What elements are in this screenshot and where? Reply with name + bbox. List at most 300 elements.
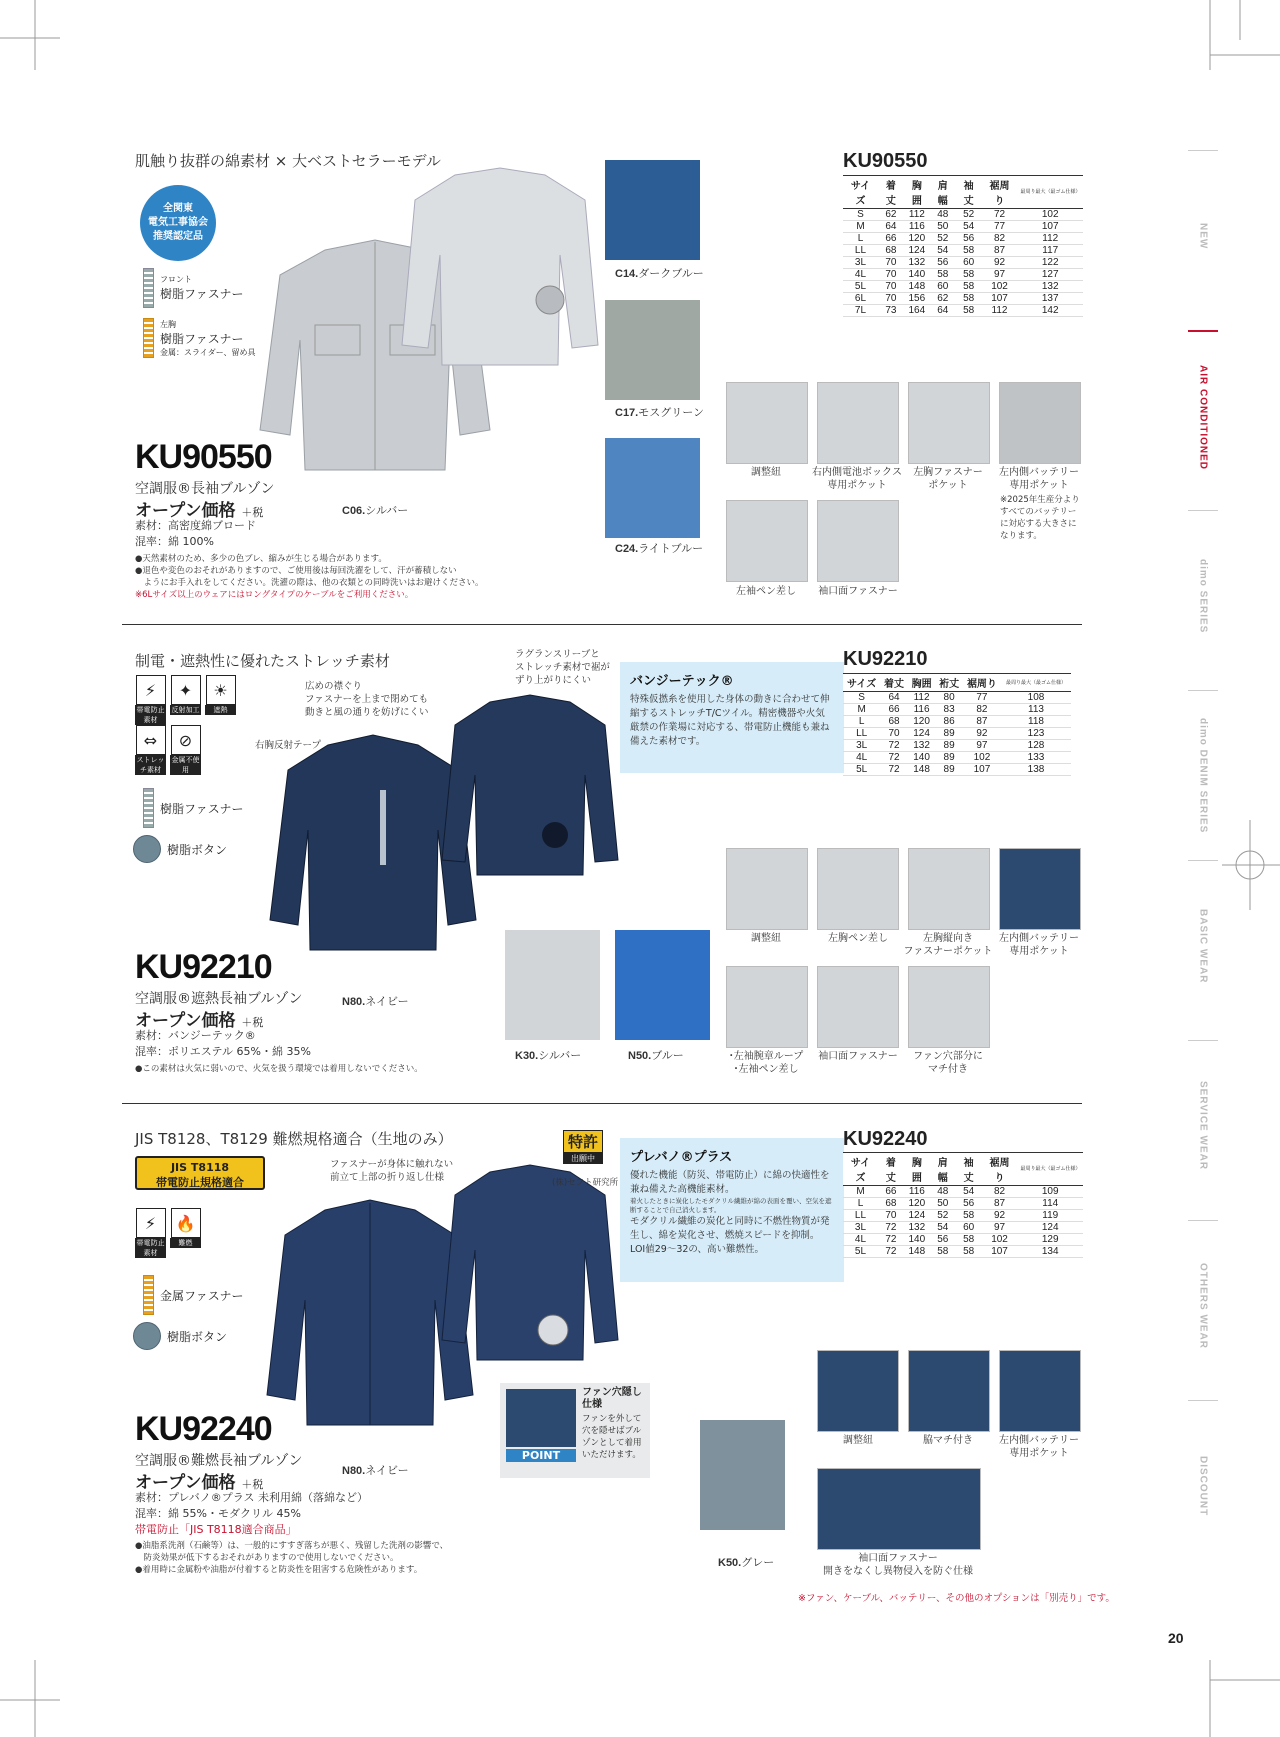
table-cell: 107 bbox=[982, 1246, 1018, 1258]
point-photo bbox=[506, 1389, 576, 1447]
detail-photo-chest-pocket bbox=[908, 382, 990, 464]
table-cell: 116 bbox=[904, 1186, 930, 1198]
callout-collar: 広めの襟ぐり ファスナーを上まで閉めても 動きと風の通りを妨げにくい bbox=[305, 681, 429, 718]
footer-note: ※ファン、ケーブル、バッテリー、その他のオプションは「別売り」です。 bbox=[798, 1593, 1115, 1604]
certification-badge: 全関東 電気工事協会 推奨認定品 bbox=[140, 185, 216, 261]
table-row bbox=[843, 752, 1071, 764]
detail-photo-adjust-cord bbox=[726, 848, 808, 930]
detail-label: 左内側バッテリー 専用ポケット bbox=[999, 467, 1079, 491]
side-nav-others-wear[interactable]: OTHERS WEAR bbox=[1188, 1220, 1218, 1391]
size-table-header: 着丈 bbox=[878, 1153, 904, 1186]
callout-zipper-fold: ファスナーが身体に触れない 前立て上部の折り返し仕様 bbox=[330, 1159, 454, 1183]
table-cell: 54 bbox=[930, 1222, 956, 1234]
size-table-header: サイズ bbox=[843, 1153, 878, 1186]
jacket-c14-darkblue bbox=[605, 160, 700, 260]
color-label-n50: N50.ブルー bbox=[628, 1049, 684, 1062]
size-table-header: サイズ bbox=[843, 176, 878, 209]
table-cell: 58 bbox=[930, 1246, 956, 1258]
table-cell: 52 bbox=[956, 209, 982, 221]
table-cell: 148 bbox=[904, 1246, 930, 1258]
table-cell: 89 bbox=[935, 728, 963, 740]
tagline-2: 制電・遮熱性に優れたストレッチ素材 bbox=[135, 652, 390, 670]
color-label-c17: C17.モスグリーン bbox=[615, 406, 705, 419]
table-cell: 5L bbox=[843, 1246, 878, 1258]
table-row bbox=[843, 281, 1083, 293]
detail-label: 調整紐 bbox=[843, 1435, 873, 1446]
jis-badge: JIS T8118 帯電防止規格適合 bbox=[135, 1156, 265, 1190]
detail-photo-battery-pocket bbox=[817, 382, 899, 464]
table-row bbox=[843, 209, 1083, 221]
table-cell: 124 bbox=[904, 1210, 930, 1222]
detail-photo-armband-loop bbox=[726, 966, 808, 1048]
table-cell: 87 bbox=[982, 1198, 1018, 1210]
jacket-back-navy-fr bbox=[440, 1160, 620, 1375]
size-table-header: 袖丈 bbox=[956, 1153, 982, 1186]
table-cell: 124 bbox=[904, 245, 930, 257]
jacket-n50-blue bbox=[615, 930, 710, 1040]
reflective-icon: ✦ bbox=[171, 675, 201, 705]
table-cell: LL bbox=[843, 728, 880, 740]
table-row bbox=[843, 1186, 1083, 1198]
feature-front-zipper: フロント 樹脂ファスナー bbox=[143, 268, 244, 308]
table-cell: 72 bbox=[880, 764, 908, 776]
model-number: KU92210 bbox=[135, 948, 272, 986]
table-cell: 92 bbox=[982, 1210, 1018, 1222]
size-table-header: 最周り最大（最ゴム仕様） bbox=[1017, 1153, 1083, 1186]
table-cell: 58 bbox=[956, 245, 982, 257]
detail-label: 袖口面ファスナー bbox=[818, 1051, 898, 1062]
feature-chest-zipper: 左胸 樹脂ファスナー 金属：スライダー、留め具 bbox=[143, 318, 255, 358]
table-cell: 68 bbox=[878, 245, 904, 257]
table-row bbox=[843, 1222, 1083, 1234]
button-icon bbox=[133, 1322, 161, 1350]
zipper-icon bbox=[143, 1275, 154, 1315]
care-notes: ●油脂系洗剤（石鹸等）は、一般的にすすぎ落ちが悪く、残留した洗剤の影響で、 防炎効果が低下するおそれがありますので使用しないでください。 ●着用時に金属粉や油脂が付着すると防炎性を阻害する危険性があります。 bbox=[135, 1541, 449, 1575]
zipper-icon bbox=[143, 318, 154, 358]
side-nav-discount[interactable]: DISCOUNT bbox=[1188, 1400, 1218, 1571]
table-cell: 54 bbox=[956, 221, 982, 233]
table-cell: 132 bbox=[908, 740, 936, 752]
table-row bbox=[843, 233, 1083, 245]
table-cell: 122 bbox=[1017, 257, 1083, 269]
table-cell: 97 bbox=[982, 1222, 1018, 1234]
size-table-1 bbox=[843, 175, 1083, 317]
table-cell: L bbox=[843, 716, 880, 728]
detail-photo-cuff bbox=[817, 500, 899, 582]
table-row bbox=[843, 1198, 1083, 1210]
size-table-header: 胸囲 bbox=[904, 1153, 930, 1186]
detail-label: ファン穴部分に マチ付き bbox=[913, 1051, 983, 1075]
feature-icons-row-2: ⇔ ストレッチ素材 ⊘ 金属不使用 bbox=[135, 725, 205, 775]
heat-shield-icon: ☀ bbox=[206, 675, 236, 705]
table-cell: 80 bbox=[935, 692, 963, 704]
table-row bbox=[843, 293, 1083, 305]
product-subtitle: 空調服®長袖ブルゾン bbox=[135, 481, 275, 497]
antistatic-icon: ⚡ bbox=[136, 675, 166, 705]
table-cell: 58 bbox=[956, 1246, 982, 1258]
table-cell: 119 bbox=[1017, 1210, 1083, 1222]
detail-label: 袖口面ファスナー 開きをなくし異物侵入を防ぐ仕様 bbox=[823, 1553, 973, 1577]
callout-sleeve: ラグランスリーブと ストレッチ素材で裾が ずり上がりにくい bbox=[515, 649, 610, 686]
detail-photo-inner-battery bbox=[999, 1350, 1081, 1432]
table-cell: 66 bbox=[880, 704, 908, 716]
size-table-header: 裄丈 bbox=[935, 674, 963, 692]
table-row bbox=[843, 1246, 1083, 1258]
detail-label: 袖口面ファスナー bbox=[818, 586, 898, 597]
table-cell: 132 bbox=[904, 1222, 930, 1234]
table-cell: 102 bbox=[982, 281, 1018, 293]
patent-owner: (株)セフト研究所 bbox=[552, 1178, 619, 1188]
table-cell: 123 bbox=[1001, 728, 1071, 740]
table-cell: 70 bbox=[878, 1210, 904, 1222]
size-table-header: 最周り最大（最ゴム仕様） bbox=[1001, 674, 1071, 692]
table-cell: 54 bbox=[930, 245, 956, 257]
table-cell: 118 bbox=[1001, 716, 1071, 728]
zipper-icon bbox=[143, 268, 154, 308]
material-info: 素材：バンジーテック® 混率：ポリエステル 65%・綿 35% bbox=[135, 1029, 311, 1058]
table-cell: 64 bbox=[878, 221, 904, 233]
table-cell: 58 bbox=[930, 269, 956, 281]
feature-resin-zipper: 樹脂ファスナー bbox=[143, 788, 244, 828]
table-cell: 52 bbox=[930, 233, 956, 245]
detail-label: 脇マチ付き bbox=[923, 1435, 973, 1446]
table-cell: S bbox=[843, 692, 880, 704]
page-number: 20 bbox=[1168, 1630, 1184, 1646]
table-cell: 148 bbox=[904, 281, 930, 293]
tagline-3: JIS T8128、T8129 難燃規格適合（生地のみ） bbox=[135, 1130, 453, 1148]
detail-note: ※2025年生産分より すべてのバッテリー に対応する大きさに なります。 bbox=[1000, 495, 1080, 541]
table-cell: 138 bbox=[1001, 764, 1071, 776]
color-label-n80: N80.ネイビー bbox=[342, 1464, 409, 1477]
color-label-k50: K50.グレー bbox=[718, 1556, 775, 1569]
table-cell: 58 bbox=[956, 281, 982, 293]
table-cell: 114 bbox=[1017, 1198, 1083, 1210]
table-cell: L bbox=[843, 1198, 878, 1210]
table-row bbox=[843, 305, 1083, 317]
table-cell: 97 bbox=[982, 269, 1018, 281]
jacket-c24-lightblue bbox=[605, 438, 700, 538]
table-cell: 113 bbox=[1001, 704, 1071, 716]
detail-photo-cuff bbox=[817, 1468, 981, 1550]
product-subtitle: 空調服®難燃長袖ブルゾン bbox=[135, 1453, 303, 1469]
table-cell: 56 bbox=[956, 1198, 982, 1210]
detail-label: 調整紐 bbox=[751, 467, 781, 478]
table-cell: 97 bbox=[963, 740, 1001, 752]
table-cell: 77 bbox=[982, 221, 1018, 233]
table-cell: 142 bbox=[1017, 305, 1083, 317]
table-cell: M bbox=[843, 1186, 878, 1198]
table-cell: 102 bbox=[982, 1234, 1018, 1246]
feature-resin-button: 樹脂ボタン bbox=[133, 835, 227, 863]
point-title: ファン穴隠し 仕様 bbox=[582, 1387, 642, 1410]
table-cell: 134 bbox=[1017, 1246, 1083, 1258]
table-cell: 72 bbox=[878, 1222, 904, 1234]
table-row bbox=[843, 269, 1083, 281]
color-label-c06: C06.シルバー bbox=[342, 504, 409, 517]
table-cell: 64 bbox=[930, 305, 956, 317]
model-number: KU92240 bbox=[135, 1410, 272, 1448]
detail-label: 左内側バッテリー 専用ポケット bbox=[999, 1435, 1079, 1459]
table-cell: 124 bbox=[1017, 1222, 1083, 1234]
jacket-back-silver bbox=[400, 160, 600, 380]
antistatic-icon: ⚡ bbox=[136, 1208, 166, 1238]
size-table-2 bbox=[843, 673, 1071, 776]
size-table-header: 胸囲 bbox=[904, 176, 930, 209]
tagline-1: 肌触り抜群の綿素材 × 大ベストセラーモデル bbox=[135, 152, 441, 170]
table-cell: 68 bbox=[878, 1198, 904, 1210]
detail-label: 左袖ペン差し bbox=[736, 586, 796, 597]
detail-label: 調整紐 bbox=[751, 933, 781, 944]
table-cell: 133 bbox=[1001, 752, 1071, 764]
size-table-title-2: KU92210 bbox=[843, 648, 928, 670]
table-cell: 112 bbox=[982, 305, 1018, 317]
table-cell: 3L bbox=[843, 1222, 878, 1234]
table-cell: 58 bbox=[956, 293, 982, 305]
table-cell: 72 bbox=[982, 209, 1018, 221]
size-table-header: 着丈 bbox=[880, 674, 908, 692]
table-cell: 140 bbox=[904, 269, 930, 281]
table-cell: 89 bbox=[935, 740, 963, 752]
table-cell: 120 bbox=[908, 716, 936, 728]
size-table-header: 肩幅 bbox=[930, 1153, 956, 1186]
side-nav-dimo-series[interactable]: dimo SERIES bbox=[1188, 510, 1218, 681]
table-cell: 107 bbox=[1017, 221, 1083, 233]
table-cell: 66 bbox=[878, 233, 904, 245]
zipper-icon bbox=[143, 788, 154, 828]
table-cell: 102 bbox=[1017, 209, 1083, 221]
size-table-header: 肩幅 bbox=[930, 176, 956, 209]
side-nav-dimo-denim[interactable]: dimo DENIM SERIES bbox=[1188, 690, 1218, 861]
table-cell: 70 bbox=[878, 293, 904, 305]
table-cell: 129 bbox=[1017, 1234, 1083, 1246]
table-cell: 58 bbox=[956, 1234, 982, 1246]
table-cell: S bbox=[843, 209, 878, 221]
detail-label: 左胸ファスナー ポケット bbox=[913, 467, 983, 491]
table-cell: 62 bbox=[930, 293, 956, 305]
table-cell: 64 bbox=[880, 692, 908, 704]
table-cell: 132 bbox=[904, 257, 930, 269]
size-table-header: 裾周り bbox=[982, 1153, 1018, 1186]
table-cell: 140 bbox=[908, 752, 936, 764]
table-cell: 70 bbox=[878, 257, 904, 269]
table-cell: 3L bbox=[843, 740, 880, 752]
detail-photo-fan-hole bbox=[908, 966, 990, 1048]
info-box-bungee-tech: バンジーテック® 特殊仮撚糸を使用した身体の動きに合わせて伸縮するストレッチT/Cツイル。精密機器や火気厳禁の作業場に対応する、帯電防止機能も兼ね備えた素材です。 bbox=[620, 662, 844, 773]
table-cell: 56 bbox=[956, 233, 982, 245]
point-label: POINT bbox=[506, 1449, 576, 1462]
table-cell: 58 bbox=[956, 305, 982, 317]
table-cell: 4L bbox=[843, 752, 880, 764]
table-row bbox=[843, 704, 1071, 716]
size-table-header: 裾周り bbox=[982, 176, 1018, 209]
table-row bbox=[843, 245, 1083, 257]
detail-label: 左胸縦向き ファスナーポケット bbox=[903, 933, 993, 957]
table-cell: 128 bbox=[1001, 740, 1071, 752]
table-cell: 72 bbox=[880, 752, 908, 764]
table-cell: 4L bbox=[843, 1234, 878, 1246]
table-row bbox=[843, 716, 1071, 728]
table-cell: 112 bbox=[1017, 233, 1083, 245]
size-table-header: 裾周り bbox=[963, 674, 1001, 692]
patent-badge: 特許 出願中 bbox=[563, 1130, 603, 1164]
table-cell: 6L bbox=[843, 293, 878, 305]
table-cell: 70 bbox=[878, 281, 904, 293]
table-row bbox=[843, 257, 1083, 269]
care-notes: ●この素材は火気に弱いので、火気を扱う環境では着用しないでください。 bbox=[135, 1064, 423, 1074]
table-cell: 92 bbox=[982, 257, 1018, 269]
side-nav-service-wear[interactable]: SERVICE WEAR bbox=[1188, 1040, 1218, 1211]
table-cell: 56 bbox=[930, 1234, 956, 1246]
table-cell: 60 bbox=[930, 281, 956, 293]
detail-photo-inner-battery bbox=[999, 382, 1081, 464]
table-cell: 60 bbox=[956, 257, 982, 269]
table-cell: 124 bbox=[908, 728, 936, 740]
table-cell: 72 bbox=[880, 740, 908, 752]
table-cell: LL bbox=[843, 1210, 878, 1222]
table-cell: 137 bbox=[1017, 293, 1083, 305]
table-cell: 72 bbox=[878, 1246, 904, 1258]
table-cell: 77 bbox=[963, 692, 1001, 704]
table-cell: 58 bbox=[956, 269, 982, 281]
size-table-header: 着丈 bbox=[878, 176, 904, 209]
feature-resin-button: 樹脂ボタン bbox=[133, 1322, 227, 1350]
point-box-fan-cover bbox=[500, 1383, 650, 1478]
table-row bbox=[843, 692, 1071, 704]
table-cell: 87 bbox=[982, 245, 1018, 257]
detail-photo-inner-battery bbox=[999, 848, 1081, 930]
feature-metal-zipper: 金属ファスナー bbox=[143, 1275, 244, 1315]
table-cell: 48 bbox=[930, 209, 956, 221]
table-cell: 107 bbox=[982, 293, 1018, 305]
table-cell: 83 bbox=[935, 704, 963, 716]
table-cell: M bbox=[843, 704, 880, 716]
price: オープン価格 ＋税 bbox=[135, 1011, 264, 1031]
detail-photo-adjust-cord bbox=[817, 1350, 899, 1432]
detail-photo-pen-holder bbox=[817, 848, 899, 930]
table-cell: 50 bbox=[930, 1198, 956, 1210]
section-divider bbox=[122, 624, 1082, 625]
table-cell: 116 bbox=[904, 221, 930, 233]
table-row bbox=[843, 221, 1083, 233]
table-cell: 50 bbox=[930, 221, 956, 233]
detail-label: 左胸ペン差し bbox=[828, 933, 888, 944]
feature-icons-row-1: ⚡ 帯電防止素材 ✦ 反射加工 ☀ 遮熱 bbox=[135, 675, 240, 725]
detail-photo-adjust-cord bbox=[726, 382, 808, 464]
table-cell: 3L bbox=[843, 257, 878, 269]
size-table-title-1: KU90550 bbox=[843, 150, 928, 172]
table-cell: 132 bbox=[1017, 281, 1083, 293]
table-cell: 52 bbox=[930, 1210, 956, 1222]
table-cell: 92 bbox=[963, 728, 1001, 740]
detail-label: ･左袖腕章ループ ･左袖ペン差し bbox=[728, 1051, 804, 1075]
size-table-header: 胸囲 bbox=[908, 674, 936, 692]
table-cell: 120 bbox=[904, 233, 930, 245]
feature-icons-row-3: ⚡ 帯電防止素材 🔥 難燃 bbox=[135, 1208, 205, 1258]
size-table-header: サイズ bbox=[843, 674, 880, 692]
table-cell: 148 bbox=[908, 764, 936, 776]
color-label-k30: K30.シルバー bbox=[515, 1049, 582, 1062]
stretch-icon: ⇔ bbox=[136, 725, 166, 755]
material-info: 素材：高密度綿ブロード 混率：綿 100% bbox=[135, 519, 256, 548]
color-label-c14: C14.ダークブルー bbox=[615, 267, 704, 280]
care-notes: ●天然素材のため、多少の色ブレ、縮みが生じる場合があります。 ●退色や変色のおそれがありますので、ご使用後は毎回洗濯をして、汗が蓄積しない ようにお手入れをしてください。洗濯の際は、他の衣類との同時洗いはお避けください。 ※6Lサイズ以上のウェアにはロングタイプのケーブルをご利用ください。 bbox=[135, 554, 484, 600]
table-cell: 87 bbox=[963, 716, 1001, 728]
info-box-prevano-plus: プレバノ®プラス 優れた機能（防災、帯電防止）に綿の快適性を兼ね備えた高機能素材。 着火したときに炭化したモダクリル繊維が綿の表面を覆い、空気を遮断することで自己消火します。 モダクリル繊維の炭化と同時に不燃性物質が発生し、綿を炭化させ、燃焼スピードを抑制。 LOI値29～32の、高い難燃性。 bbox=[620, 1138, 844, 1282]
table-cell: 120 bbox=[904, 1198, 930, 1210]
detail-label: 左内側バッテリー 専用ポケット bbox=[999, 933, 1079, 957]
table-cell: LL bbox=[843, 245, 878, 257]
size-table-title-3: KU92240 bbox=[843, 1128, 928, 1150]
table-cell: 72 bbox=[878, 1234, 904, 1246]
table-cell: 48 bbox=[930, 1186, 956, 1198]
detail-photo-vertical-pocket bbox=[908, 848, 990, 930]
table-cell: 70 bbox=[880, 728, 908, 740]
table-cell: 164 bbox=[904, 305, 930, 317]
model-number: KU90550 bbox=[135, 438, 272, 476]
side-nav-new[interactable]: NEW bbox=[1188, 150, 1218, 321]
detail-photo-cuff bbox=[817, 966, 899, 1048]
table-cell: 109 bbox=[1017, 1186, 1083, 1198]
product-subtitle: 空調服®遮熱長袖ブルゾン bbox=[135, 991, 303, 1007]
table-cell: 86 bbox=[935, 716, 963, 728]
table-cell: 82 bbox=[963, 704, 1001, 716]
table-cell: 5L bbox=[843, 764, 880, 776]
metal-free-icon: ⊘ bbox=[171, 725, 201, 755]
detail-photo-pen-holder bbox=[726, 500, 808, 582]
table-cell: 54 bbox=[956, 1186, 982, 1198]
side-nav-basic-wear[interactable]: BASIC WEAR bbox=[1188, 860, 1218, 1031]
table-cell: 66 bbox=[878, 1186, 904, 1198]
table-cell: 7L bbox=[843, 305, 878, 317]
size-table-3 bbox=[843, 1152, 1083, 1258]
table-row bbox=[843, 1210, 1083, 1222]
table-cell: 60 bbox=[956, 1222, 982, 1234]
table-cell: 127 bbox=[1017, 269, 1083, 281]
table-row bbox=[843, 1234, 1083, 1246]
jacket-k30-silver bbox=[505, 930, 600, 1040]
size-table-header: 袖丈 bbox=[956, 176, 982, 209]
table-cell: 140 bbox=[904, 1234, 930, 1246]
table-cell: 4L bbox=[843, 269, 878, 281]
table-cell: 56 bbox=[930, 257, 956, 269]
table-cell: 82 bbox=[982, 233, 1018, 245]
button-icon bbox=[133, 835, 161, 863]
color-label-n80: N80.ネイビー bbox=[342, 995, 409, 1008]
table-row bbox=[843, 764, 1071, 776]
section-divider bbox=[122, 1103, 1082, 1104]
table-cell: L bbox=[843, 233, 878, 245]
price: オープン価格 ＋税 bbox=[135, 1473, 264, 1493]
flame-retardant-icon: 🔥 bbox=[171, 1208, 201, 1238]
table-cell: 62 bbox=[878, 209, 904, 221]
size-table-header: 最周り最大（最ゴム仕様） bbox=[1017, 176, 1083, 209]
material-info: 素材：プレバノ®プラス 未利用綿（落綿など） 混率：綿 55%・モダクリル 45% 帯電防止「JIS T8118適合商品」 bbox=[135, 1491, 368, 1536]
table-cell: 156 bbox=[904, 293, 930, 305]
table-cell: 89 bbox=[935, 752, 963, 764]
color-label-c24: C24.ライトブルー bbox=[615, 542, 704, 555]
table-cell: 102 bbox=[963, 752, 1001, 764]
jacket-c17-mossgreen bbox=[605, 300, 700, 400]
detail-label: 右内側電池ボックス 専用ポケット bbox=[812, 467, 902, 491]
table-cell: 112 bbox=[904, 209, 930, 221]
side-nav-air-conditioned[interactable]: AIR CONDITIONED bbox=[1188, 330, 1218, 502]
table-cell: 68 bbox=[880, 716, 908, 728]
jacket-back-navy bbox=[440, 690, 620, 890]
jacket-k50-gray bbox=[700, 1420, 785, 1530]
table-cell: 108 bbox=[1001, 692, 1071, 704]
table-cell: 58 bbox=[956, 1210, 982, 1222]
callout-tape: 右胸反射テープ bbox=[255, 740, 322, 751]
